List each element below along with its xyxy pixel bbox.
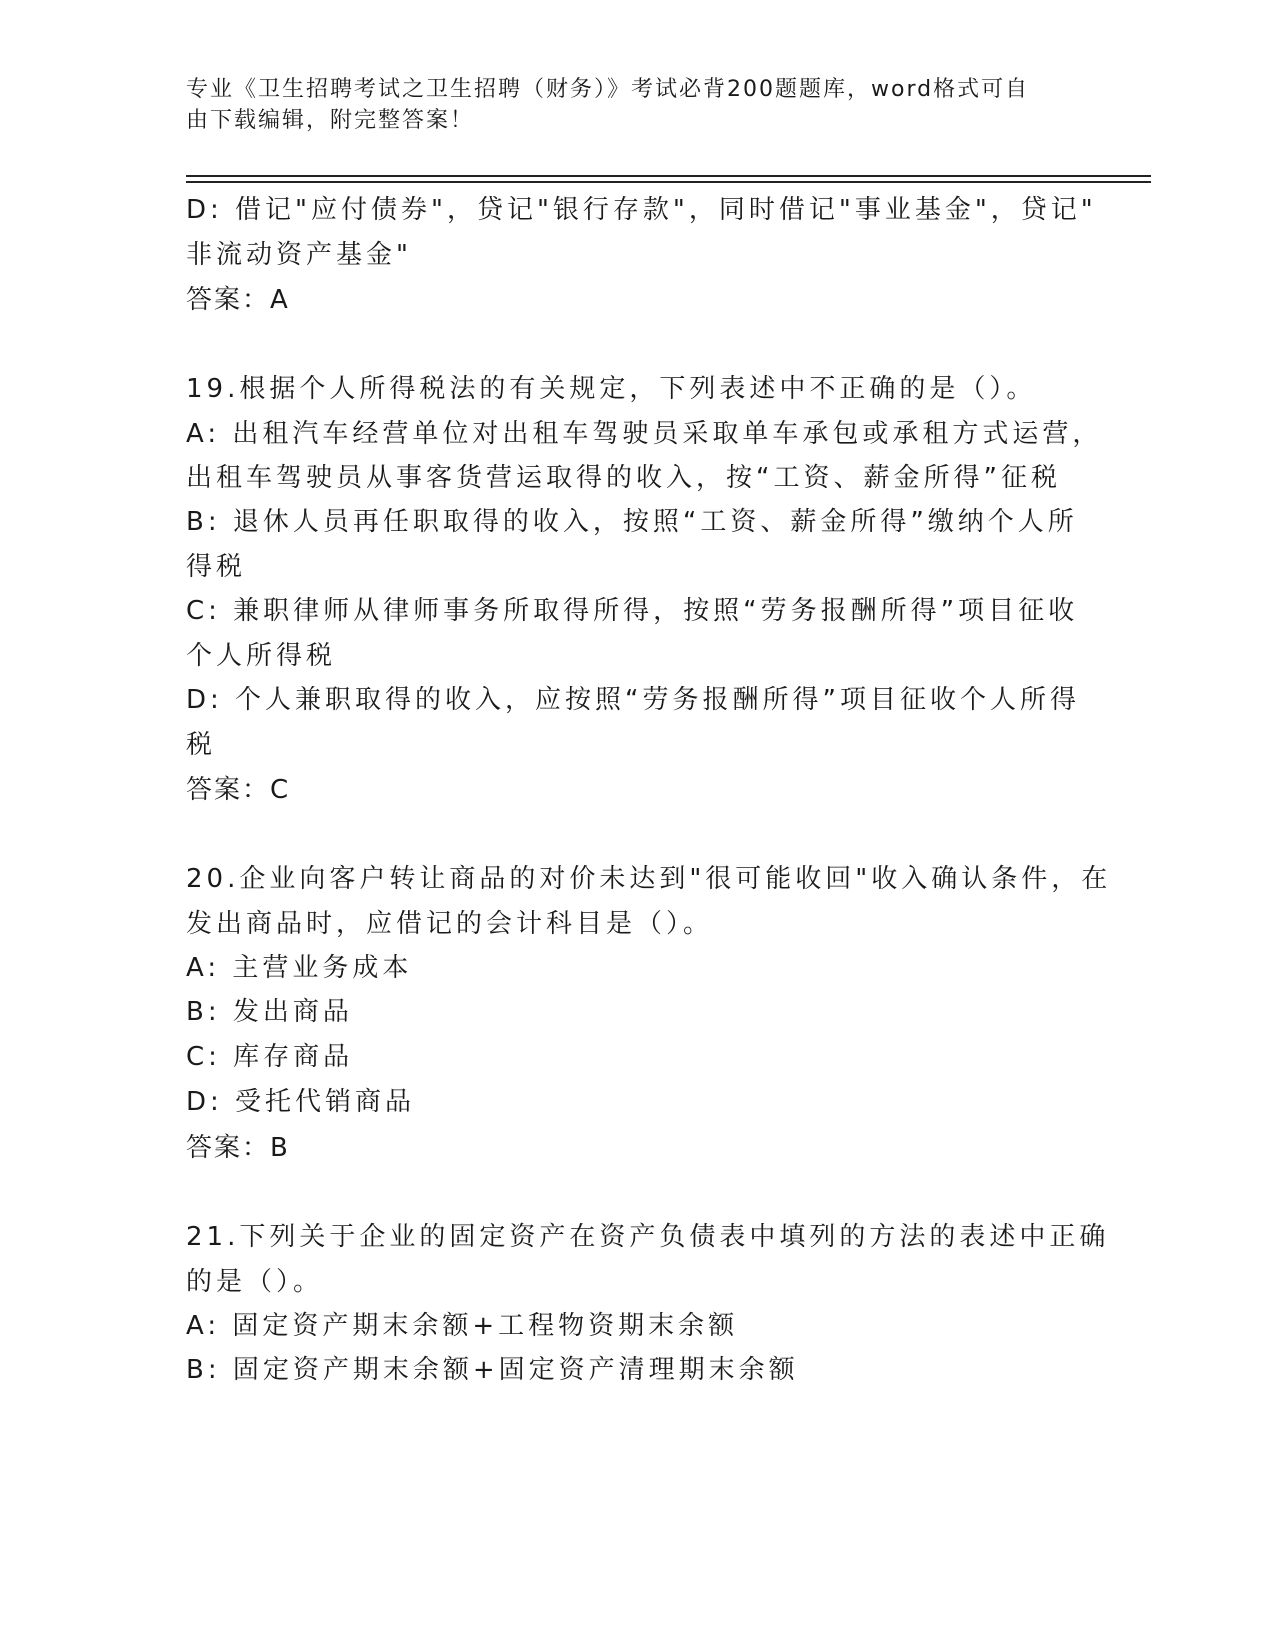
option-a: A: 固定资产期末余额+工程物资期末余额 xyxy=(186,1310,739,1341)
option-b: B: 固定资产期末余额+固定资产清理期末余额 xyxy=(186,1355,799,1386)
option-c-continued: 个人所得税 xyxy=(186,640,337,671)
option-d: D: 受托代销商品 xyxy=(186,1086,416,1117)
option-d: D: 个人兼职取得的收入，应按照“劳务报酬所得”项目征收个人所得 xyxy=(186,684,1080,715)
option-a: A: 出租汽车经营单位对出租车驾驶员采取单车承包或承租方式运营， xyxy=(186,418,1103,449)
option-b: B: 发出商品 xyxy=(186,997,353,1028)
option-b: B: 退休人员再任职取得的收入，按照“工资、薪金所得”缴纳个人所 xyxy=(186,507,1078,538)
option-d: D: 借记"应付债券"，贷记"银行存款"，同时借记"事业基金"，贷记" xyxy=(186,195,1097,225)
option-d-continued: 税 xyxy=(186,729,217,760)
option-c: C: 兼职律师从律师事务所取得所得，按照“劳务报酬所得”项目征收 xyxy=(186,596,1079,627)
header-rule-bottom xyxy=(186,181,1151,183)
question-stem-continued: 的是（）。 xyxy=(186,1266,324,1297)
header-line-1: 专业《卫生招聘考试之卫生招聘（财务）》考试必背200题题库，word格式可自 xyxy=(186,77,1030,102)
option-b-continued: 得税 xyxy=(186,552,247,583)
option-a-continued: 出租车驾驶员从事客货营运取得的收入，按“工资、薪金所得”征税 xyxy=(186,463,1061,494)
question-21 xyxy=(186,1215,1110,1393)
question-20 xyxy=(186,857,1112,1171)
document-body xyxy=(186,188,1112,1393)
header-rule-top xyxy=(186,175,1151,177)
option-d-continued: 非流动资产基金" xyxy=(186,239,412,270)
spacer xyxy=(186,323,1076,367)
answer-line: 答案：C xyxy=(186,774,291,805)
document-header xyxy=(186,74,1066,136)
spacer xyxy=(186,813,1076,857)
question-stem: 20.企业向客户转让商品的对价未达到"很可能收回"收入确认条件，在 xyxy=(186,863,1112,894)
question-19 xyxy=(186,367,1103,813)
question-stem-continued: 发出商品时，应借记的会计科目是（）。 xyxy=(186,908,714,939)
spacer xyxy=(186,1171,1076,1215)
answer-line: 答案：B xyxy=(186,1132,290,1163)
header-line-2: 由下载编辑，附完整答案！ xyxy=(186,108,475,133)
answer-line: 答案：A xyxy=(186,284,290,315)
option-c: C: 库存商品 xyxy=(186,1042,354,1073)
question-stem: 19.根据个人所得税法的有关规定，下列表述中不正确的是（）。 xyxy=(186,373,1037,404)
question-stem: 21.下列关于企业的固定资产在资产负债表中填列的方法的表述中正确 xyxy=(186,1221,1110,1252)
question-18-tail xyxy=(186,188,1097,323)
option-a: A: 主营业务成本 xyxy=(186,952,413,983)
